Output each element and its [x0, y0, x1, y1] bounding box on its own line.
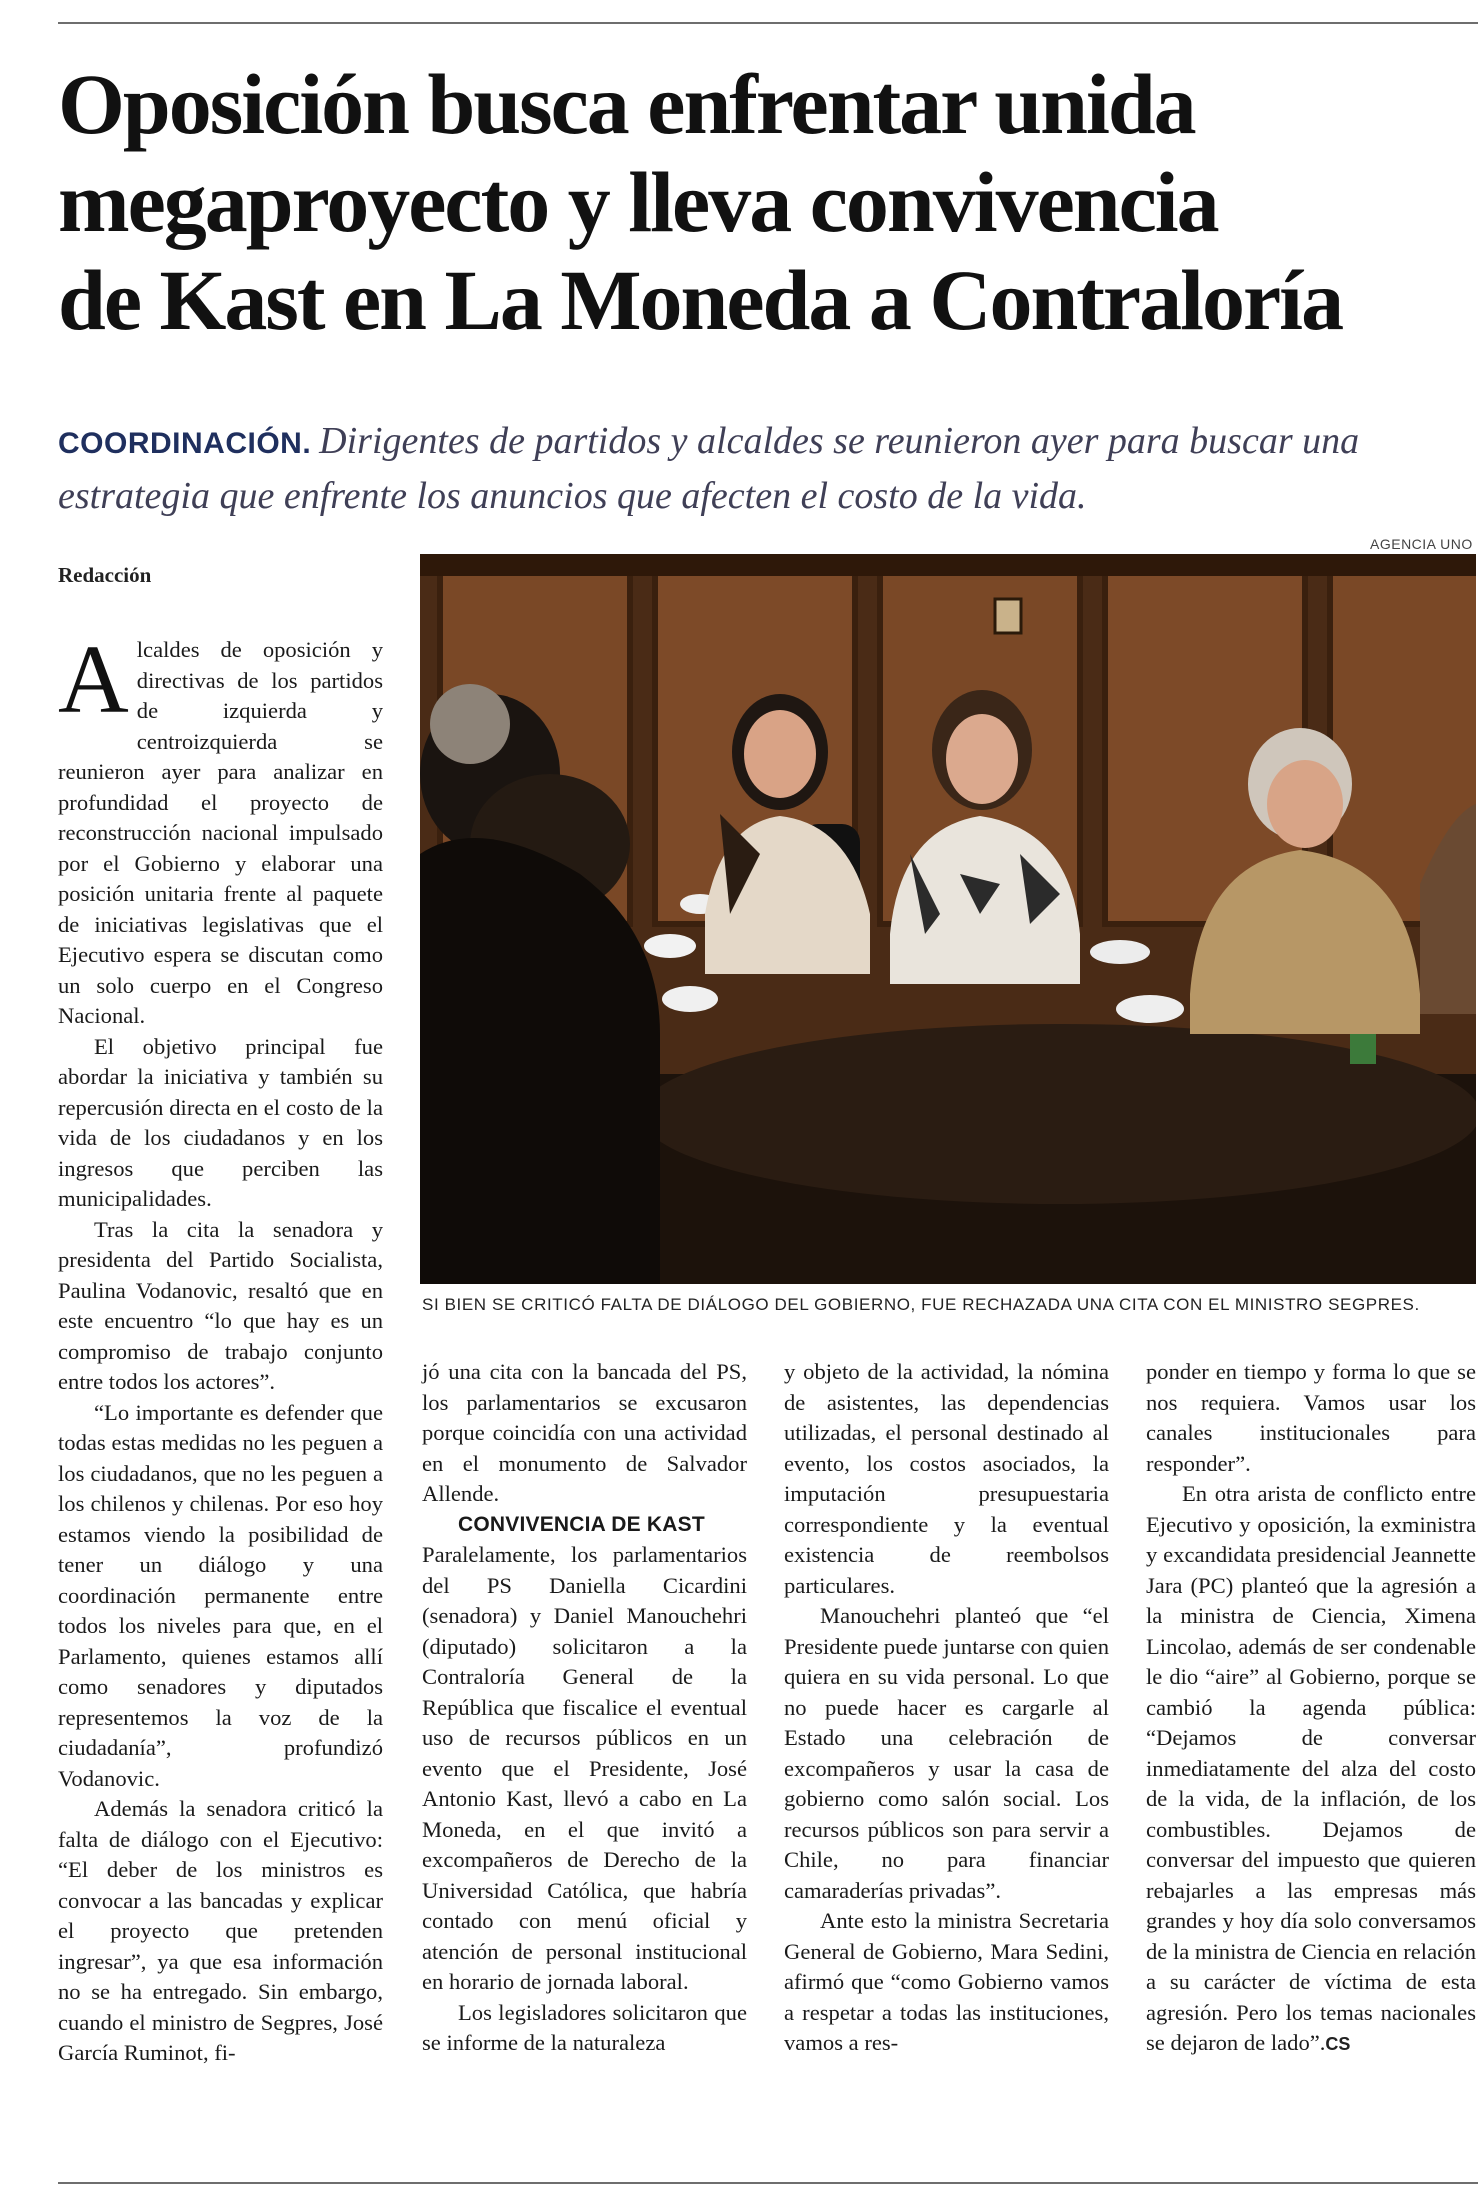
paragraph: Además la senadora criticó la falta de diálogo con el Ejecutivo: “El deber de los ministros es convocar a las bancadas y explicar el proyecto que pretenden ingresar”, ya que esa información no se ha entregado. Sin embargo, cuando el ministro de Segpres, José García Ruminot, fi- [58, 1796, 383, 2065]
paragraph: El objetivo principal fue abordar la iniciativa y también su repercusión directa en el costo de la vida de los ciudadanos y en los ingresos que perciben las municipalidades. [58, 1033, 383, 1211]
headline-line: megaproyecto y lleva convivencia [58, 154, 1218, 250]
article-column-3 [784, 1357, 1109, 2059]
photo-credit: AGENCIA UNO [1370, 536, 1473, 552]
top-rule [58, 22, 1478, 24]
headline-line: Oposición busca enfrentar unida [58, 56, 1195, 152]
photo-caption: SI BIEN SE CRITICÓ FALTA DE DIÁLOGO DEL GOBIERNO, FUE RECHAZADA UNA CITA CON EL MINISTRO SEGPRES. [422, 1295, 1420, 1314]
paragraph: Manouchehri planteó que “el Presidente puede juntarse con quien quiera en su vida personal. Lo que no puede hacer es cargarle al Estado una celebración de excompañeros y usar la casa de gobierno como salón social. Los recursos públicos son para servir a Chile, no para financiar camaraderías privadas”. [784, 1603, 1109, 1903]
headline-line: de Kast en La Moneda a Contraloría [58, 252, 1343, 348]
paragraph: Los legisladores solicitaron que se informe de la naturaleza [422, 1999, 747, 2055]
bottom-rule [58, 2182, 1478, 2184]
paragraph: Tras la cita la senadora y presidenta del Partido Socialista, Paulina Vodanovic, resaltó que en este encuentro “lo que hay es un compromiso de trabajo conjunto entre todos los actores”. [58, 1216, 383, 1394]
paragraph: jó una cita con la bancada del PS, los parlamentarios se excusaron porque coincidía con una actividad en el monumento de Salvador Allende. [422, 1359, 747, 1506]
article-photo [420, 554, 1476, 1284]
paragraph: Paralelamente, los parlamentarios del PS Daniella Cicardini (senadora) y Daniel Manouchehri (diputado) solicitaron a la Contraloría General de la República que fiscalice el eventual uso de recursos públicos en un evento que el Presidente, José Antonio Kast, llevó a cabo en La Moneda, en el que invitó a excompañeros de Derecho de la Universidad Católica, que habría contado con menú oficial y atención de personal institucional en horario de jornada laboral. [422, 1542, 747, 1994]
paragraph-text: En otra arista de conflicto entre Ejecutivo y oposición, la exministra y excandidata presidencial Jeannette Jara (PC) planteó que la agresión a la ministra de Ciencia, Ximena Lincolao, además de ser condenable le dio “aire” al Gobierno, porque se cambió la agenda pública: “Dejamos de conversar inmediatamente del alza del costo de la vida, de la inflación, de los combustibles. Dejamos de conversar del impuesto que quieren rebajarles a las empresas más grandes y hoy día solo conversamos de la ministra de Ciencia en relación a su carácter de víctima de esta agresión. Pero los temas nacionales se dejaron de lado”. [1146, 1481, 1476, 2055]
paragraph [1146, 1479, 1476, 2060]
deck-text: Dirigentes de partidos y alcaldes se reunieron ayer para buscar una estrategia que enfrente los anuncios que afecten el costo de la vida. [58, 420, 1360, 517]
byline: Redacción [58, 563, 152, 587]
article-column-2 [422, 1357, 747, 2059]
paragraph: “Lo importante es defender que todas estas medidas no les peguen a los ciudadanos, que no les peguen a los chilenos y chilenas. Por eso hoy estamos viendo la posibilidad de tener un diálogo y una coordinación permanente entre todos los niveles para que, en el Parlamento, quienes estamos allí como senadores y diputados representemos la voz de la ciudadanía”, profundizó Vodanovic. [58, 1399, 383, 1791]
deck [58, 415, 1478, 522]
subhead: CONVIVENCIA DE KAST [458, 1512, 705, 1536]
headline [58, 55, 1478, 349]
end-mark-icon: CS [1325, 2034, 1351, 2054]
paragraph: Ante esto la ministra Secretaria General de Gobierno, Mara Sedini, afirmó que “como Gobierno vamos a respetar a todas las instituciones, vamos a res- [784, 1908, 1109, 2055]
article-column-4 [1146, 1357, 1476, 2060]
paragraph: ponder en tiempo y forma lo que se nos requiera. Vamos usar los canales institucionales para responder”. [1146, 1359, 1476, 1476]
paragraph: lcaldes de oposición y directivas de los partidos de izquierda y centroizquierda se reunieron ayer para analizar en profundidad el proyecto de reconstrucción nacional impulsado por el Gobierno y elaborar una posición unitaria frente al paquete de iniciativas legislativas que el Ejecutivo espera se discutan como un solo cuerpo en el Congreso Nacional. [58, 637, 383, 1028]
paragraph: y objeto de la actividad, la nómina de asistentes, las dependencias utilizadas, el personal destinado al evento, los costos asociados, la imputación presupuestaria correspondiente y la eventual existencia de reembolsos particulares. [784, 1359, 1109, 1598]
article-column-1 [58, 626, 383, 2069]
dropcap: A [58, 626, 129, 734]
kicker: COORDINACIÓN. [58, 427, 312, 460]
meeting-photo-illustration [420, 554, 1476, 1284]
